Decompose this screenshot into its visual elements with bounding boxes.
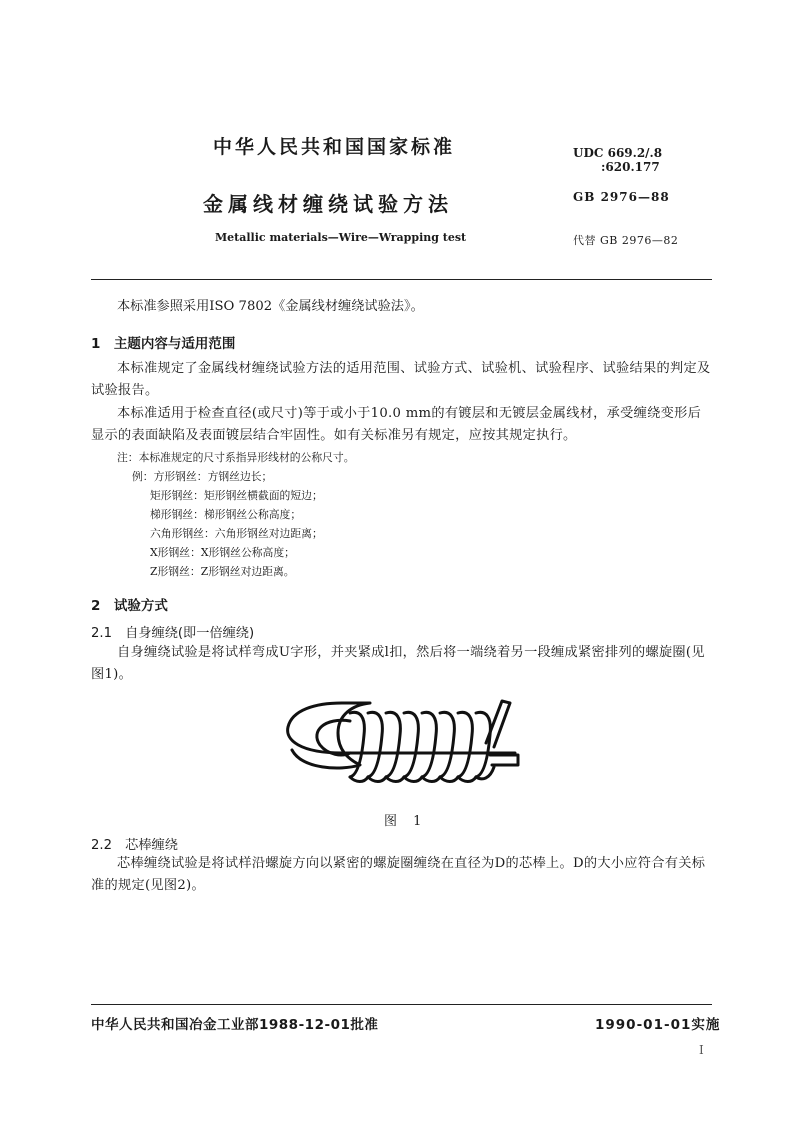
note-line: X形钢丝：X形钢丝公称高度； bbox=[150, 546, 295, 559]
document-title: 金属线材缠绕试验方法 bbox=[203, 192, 453, 216]
section-2-2-paragraph: 芯棒缠绕试验是将试样沿螺旋方向以紧密的螺旋圈缠绕在直径为D的芯棒上。D的大小应符合有关标准的规定(见图2)。 bbox=[91, 856, 706, 893]
gb-number: GB 2976—88 bbox=[573, 190, 670, 204]
effective-date: 1990-01-01实施 bbox=[595, 1017, 721, 1033]
page-number: I bbox=[699, 1043, 704, 1057]
note-line: Z形钢丝：Z形钢丝对边距离。 bbox=[150, 565, 295, 578]
section-2-2-heading: 2.2 芯棒缠绕 bbox=[91, 838, 178, 853]
approval-info: 中华人民共和国冶金工业部1988-12-01批准 bbox=[91, 1017, 379, 1033]
english-title: Metallic materials—Wire—Wrapping test bbox=[215, 231, 467, 244]
wrapped-wire-diagram bbox=[280, 695, 530, 805]
standard-title: 中华人民共和国国家标准 bbox=[213, 136, 456, 158]
note-line: 六角形钢丝：六角形钢丝对边距离； bbox=[150, 527, 323, 540]
note-line: 矩形钢丝：矩形钢丝横截面的短边； bbox=[150, 489, 323, 502]
replaces-note: 代替 GB 2976—82 bbox=[573, 234, 679, 247]
note-line: 例：方形钢丝：方钢丝边长； bbox=[132, 470, 273, 483]
udc-line-2: :620.177 bbox=[601, 160, 660, 174]
figure-1-caption: 图 1 bbox=[384, 814, 428, 829]
udc-line-1: UDC 669.2/.8 bbox=[573, 146, 663, 160]
section-2-1-heading: 2.1 自身缠绕(即一倍缠绕) bbox=[91, 626, 255, 641]
section-1-heading: 1 主题内容与适用范围 bbox=[91, 336, 236, 352]
intro-text: 本标准参照采用ISO 7802《金属线材缠绕试验法》。 bbox=[117, 299, 424, 314]
note-line: 梯形钢丝：梯形钢丝公称高度； bbox=[150, 508, 302, 521]
note-line: 注：本标准规定的尺寸系指异形线材的公称尺寸。 bbox=[117, 451, 355, 464]
udc-code bbox=[573, 146, 662, 174]
figure-1 bbox=[280, 695, 530, 809]
section-2-1-paragraph: 自身缠绕试验是将试样弯成U字形，并夹紧成l扣，然后将一端绕着另一段缠成紧密排列的螺旋圈(见图1)。 bbox=[91, 645, 705, 682]
section-1-paragraph-1: 本标准规定了金属线材缠绕试验方法的适用范围、试验方式、试验机、试验程序、试验结果的判定及试验报告。 bbox=[91, 361, 711, 398]
header-divider bbox=[91, 279, 712, 280]
section-1-paragraph-2: 本标准适用于检查直径(或尺寸)等于或小于10.0 mm的有镀层和无镀层金属线材，承受缠绕变形后显示的表面缺陷及表面镀层结合牢固性。如有关标准另有规定，应按其规定执行。 bbox=[91, 406, 702, 443]
section-2-heading: 2 试验方式 bbox=[91, 598, 168, 614]
footer-divider bbox=[91, 1004, 712, 1005]
